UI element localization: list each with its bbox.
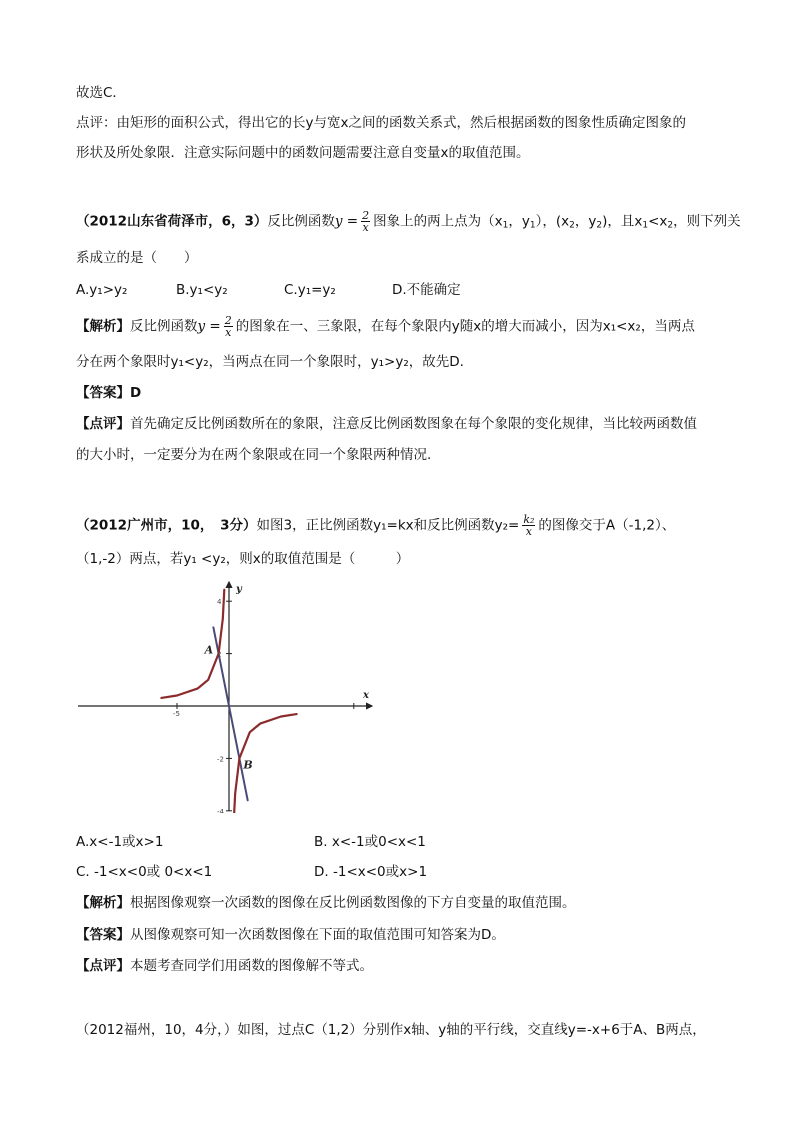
answer-line: 【答案】从图像观察可知一次函数图像在下面的取值范围可知答案为D。: [76, 927, 505, 943]
question-3-stem: （2012福州，10，4分，）如图，过点C（1,2）分别作x轴、y轴的平行线，交直线y=-x+6于A、B两点，: [76, 1022, 706, 1038]
text-line: 系成立的是（ ）: [76, 250, 198, 266]
y-tick-label: 4: [217, 598, 222, 607]
question-source: （2012广州市，10， 3分）: [76, 517, 257, 534]
text-line: 分在两个象限时y₁<y₂，当两点在同一个象限时，y₁>y₂，故先D.: [76, 354, 464, 370]
text-line: 点评：由矩形的面积公式，得出它的长y与宽x之间的函数关系式，然后根据函数的图象性质确定图象的: [76, 115, 686, 131]
comment-tag: 【点评】: [76, 958, 130, 974]
text-line: 的大小时，一定要分为在两个象限或在同一个象限两种情况.: [76, 447, 432, 463]
y-tick-label: -2: [217, 755, 224, 764]
option-b: B. x<-1或0<x<1: [314, 834, 426, 850]
analysis-line: 【解析】反比例函数y = $\frac{2}{x}$ 的图象在一、三象限，在每个象限内y随x的增大而减小，因为x₁<x₂，当两点: [76, 314, 695, 339]
option-d: D. -1<x<0或x>1: [314, 864, 428, 880]
fraction: $\frac{2}{x}$: [362, 209, 370, 234]
function-graph: [76, 578, 376, 813]
y-tick-label: -4: [217, 807, 224, 813]
option-a: A.y₁>y₂: [76, 282, 128, 298]
option-a: A.x<-1或x>1: [76, 834, 164, 850]
comment-line: 【点评】首先确定反比例函数所在的象限，注意反比例函数图象在每个象限的变化规律，当比较两函数值: [76, 416, 697, 432]
option-c: C. -1<x<0或 0<x<1: [76, 864, 213, 880]
option-c: C.y₁=y₂: [284, 282, 336, 298]
text-line: 故选C．: [76, 85, 126, 101]
fraction: $\frac{2}{x}$: [224, 314, 232, 339]
hyperbola-branch: [161, 590, 224, 698]
analysis-tag: 【解析】: [76, 318, 130, 335]
y-tick-label: 2: [217, 650, 222, 659]
question-source: （2012山东省荷泽市，6，3）: [76, 213, 268, 230]
question-2-stem: （2012广州市，10， 3分）如图3，正比例函数y₁=kx和反比例函数y₂= $\frac{\text{k₂}}{x}$ 的图像交于A（-1,2）、: [76, 513, 676, 538]
fraction: $\frac{\text{k₂}}{x}$: [523, 513, 535, 538]
analysis-tag: 【解析】: [76, 895, 130, 911]
answer-value: D: [130, 385, 142, 401]
x-tick-label: -5: [173, 710, 180, 718]
option-d: D.不能确定: [392, 282, 461, 298]
func-var: y =: [334, 213, 359, 230]
y-axis-label: y: [236, 584, 242, 595]
point-label: A: [204, 643, 214, 657]
text-line: 形状及所处象限．注意实际问题中的函数问题需要注意自变量x的取值范围。: [76, 145, 530, 161]
comment-tag: 【点评】: [76, 416, 130, 432]
option-b: B.y₁<y₂: [176, 282, 228, 298]
x-axis-label: x: [363, 690, 369, 701]
point-label: B: [243, 758, 253, 772]
answer-tag: 【答案】: [76, 927, 130, 943]
analysis-line: 【解析】根据图像观察一次函数的图像在反比例函数图像的下方自变量的取值范围。: [76, 895, 576, 911]
answer-line: [76, 384, 141, 402]
comment-line: 【点评】本题考查同学们用函数的图像解不等式。: [76, 958, 373, 974]
text-line: （1,-2）两点，若y₁ <y₂，则x的取值范围是（ ）: [76, 551, 410, 567]
question-1-stem: （2012山东省荷泽市，6，3）反比例函数y = $\frac{2}{x}$ 图象上的两上点为（$x_1$，$y_1$），($x_2$，$y_2$)，且$x_1<x_2$，则下列关: [76, 209, 741, 234]
answer-tag: 【答案】: [76, 385, 130, 401]
stem-text: 反比例函数: [267, 213, 335, 230]
